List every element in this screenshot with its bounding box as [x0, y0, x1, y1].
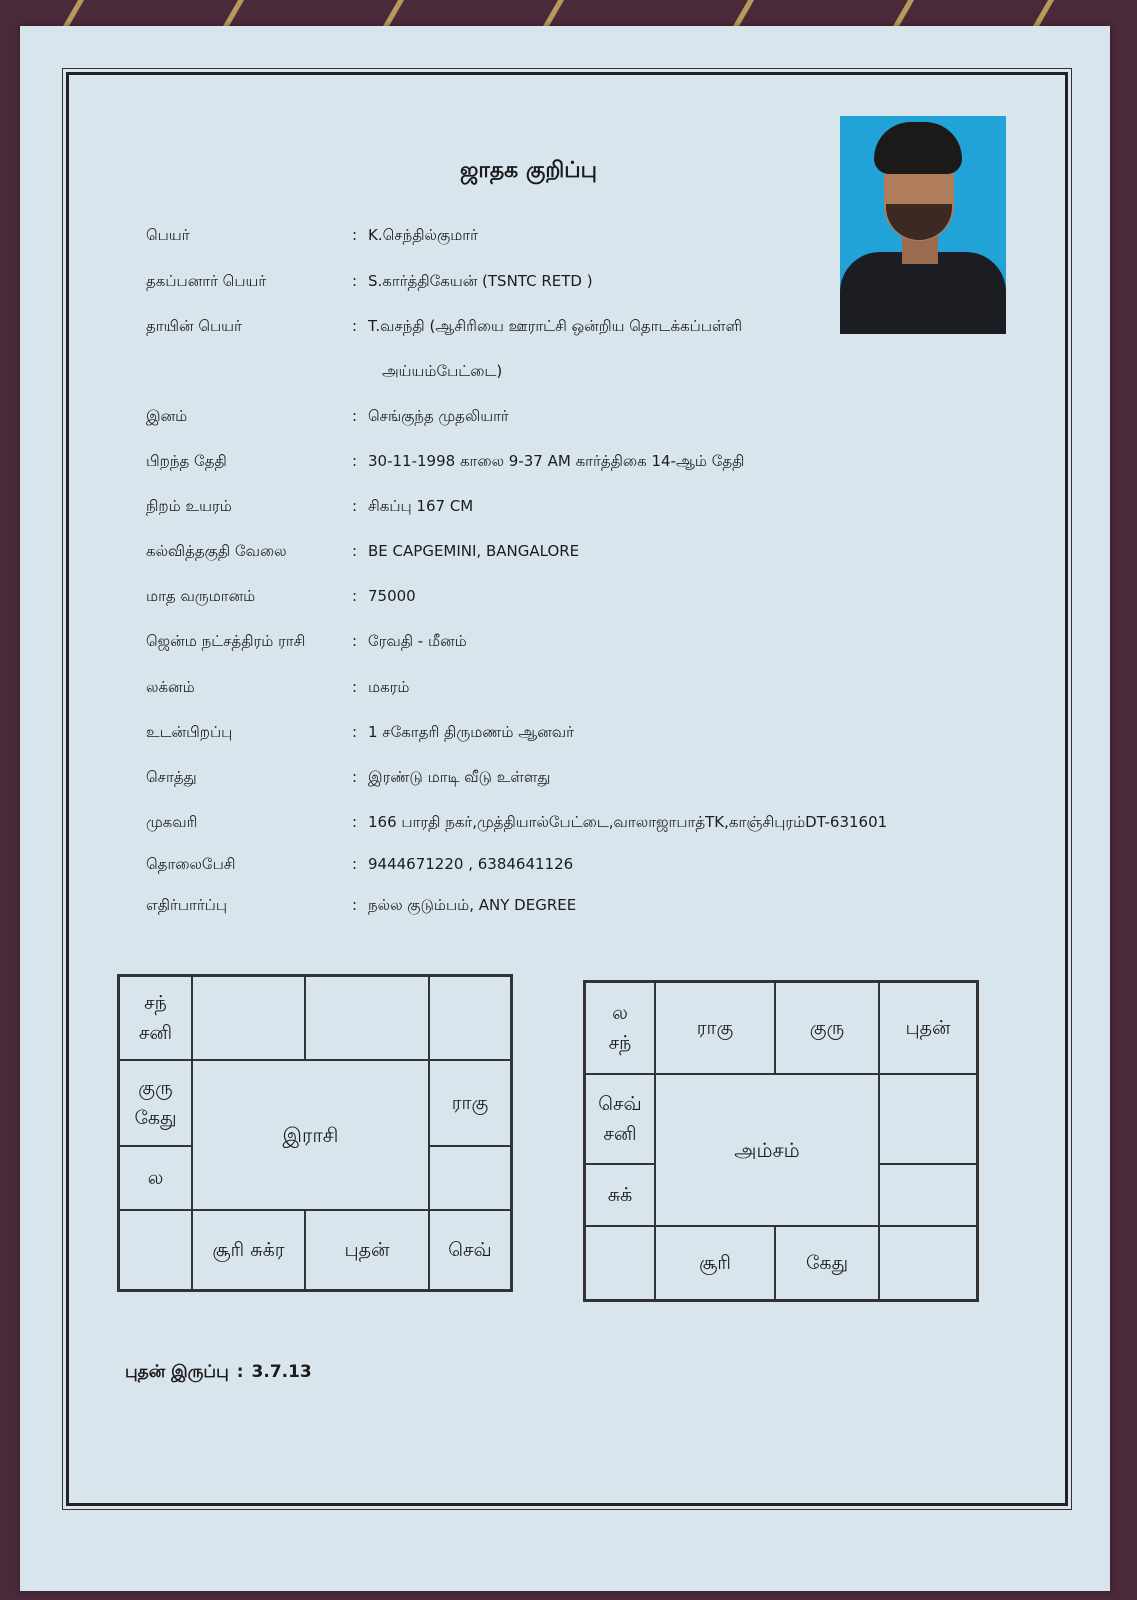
detail-value: 75000: [368, 587, 416, 605]
detail-label: ஜென்ம நட்சத்திரம் ராசி: [146, 632, 306, 650]
detail-colon: :: [352, 678, 358, 696]
background-stripe: [892, 0, 914, 28]
chart-house: ல சந்: [585, 982, 655, 1074]
detail-value: 166 பாரதி நகர்,முத்தியால்பேட்டை,வாலாஜாபாத்TK,காஞ்சிபுரம்DT-631601: [368, 813, 888, 831]
chart-house: ல: [119, 1146, 192, 1210]
chart-house: ராகு: [655, 982, 775, 1074]
background-stripe: [62, 0, 84, 28]
chart-house: புதன்: [305, 1210, 429, 1290]
footer-value: 3.7.13: [251, 1362, 312, 1382]
detail-value-continued: அய்யம்பேட்டை): [382, 362, 503, 380]
detail-value: K.செந்தில்குமார்: [368, 226, 478, 244]
chart-house: சுக்: [585, 1164, 655, 1226]
detail-colon: :: [352, 452, 358, 470]
chart-house: [119, 1210, 192, 1290]
detail-value: T.வசந்தி (ஆசிரியை ஊராட்சி ஒன்றிய தொடக்கப்பள்ளி: [368, 317, 743, 335]
chart-house: [429, 976, 511, 1060]
detail-value: 9444671220 , 6384641126: [368, 855, 574, 873]
profile-photo: [840, 116, 1006, 334]
chart-house: புதன்: [879, 982, 977, 1074]
detail-colon: :: [352, 272, 358, 290]
detail-label: தொலைபேசி: [146, 855, 236, 873]
chart-house: [879, 1226, 977, 1300]
background-stripe: [732, 0, 754, 28]
footer-colon: :: [236, 1362, 244, 1382]
background-stripe: [542, 0, 564, 28]
detail-colon: :: [352, 855, 358, 873]
detail-label: இனம்: [146, 407, 188, 425]
chart-house: செவ் சனி: [585, 1074, 655, 1164]
detail-label: சொத்து: [146, 768, 197, 786]
detail-colon: :: [352, 226, 358, 244]
detail-label: பெயர்: [146, 226, 190, 244]
detail-value: இரண்டு மாடி வீடு உள்ளது: [368, 768, 551, 786]
background-stripe: [1032, 0, 1054, 28]
detail-value: ரேவதி - மீனம்: [368, 632, 467, 650]
detail-label: கல்வித்தகுதி வேலை: [146, 542, 287, 560]
background-stripe: [222, 0, 244, 28]
chart-center-label: இராசி: [192, 1060, 429, 1210]
detail-colon: :: [352, 813, 358, 831]
detail-value: செங்குந்த முதலியார்: [368, 407, 509, 425]
detail-colon: :: [352, 497, 358, 515]
chart-house: சூரி சுக்ர: [192, 1210, 305, 1290]
detail-colon: :: [352, 896, 358, 914]
chart-house: [429, 1146, 511, 1210]
detail-label: உடன்பிறப்பு: [146, 723, 233, 741]
chart-house: சந் சனி: [119, 976, 192, 1060]
chart-house: கேது: [775, 1226, 879, 1300]
detail-label: லக்னம்: [146, 678, 195, 696]
chart-house: [879, 1164, 977, 1226]
chart-house: [879, 1074, 977, 1164]
detail-label: முகவரி: [146, 813, 198, 831]
detail-colon: :: [352, 407, 358, 425]
chart-house: [585, 1226, 655, 1300]
chart-house: [192, 976, 305, 1060]
rasi-chart: [117, 974, 513, 1292]
detail-value: 30-11-1998 காலை 9-37 AM கார்த்திகை 14-ஆம் தேதி: [368, 452, 745, 470]
detail-colon: :: [352, 632, 358, 650]
detail-label: தகப்பனார் பெயர்: [146, 272, 267, 290]
detail-value: BE CAPGEMINI, BANGALORE: [368, 542, 580, 560]
detail-colon: :: [352, 587, 358, 605]
detail-value: 1 சகோதரி திருமணம் ஆனவர்: [368, 723, 574, 741]
document-title: ஜாதக குறிப்பு: [460, 158, 597, 183]
horoscope-sheet: [20, 26, 1110, 1591]
chart-center-label: அம்சம்: [655, 1074, 879, 1226]
footer-label: புதன் இருப்பு: [125, 1362, 229, 1382]
detail-label: தாயின் பெயர்: [146, 317, 242, 335]
chart-house: [305, 976, 429, 1060]
detail-value: சிகப்பு 167 CM: [368, 497, 474, 515]
detail-value: மகரம்: [368, 678, 410, 696]
chart-house: செவ்: [429, 1210, 511, 1290]
detail-label: பிறந்த தேதி: [146, 452, 227, 470]
detail-colon: :: [352, 542, 358, 560]
amsam-chart: [583, 980, 979, 1302]
detail-colon: :: [352, 723, 358, 741]
chart-house: ராகு: [429, 1060, 511, 1146]
chart-house: குரு கேது: [119, 1060, 192, 1146]
detail-label: மாத வருமானம்: [146, 587, 256, 605]
chart-house: சூரி: [655, 1226, 775, 1300]
detail-label: எதிர்பார்ப்பு: [146, 896, 227, 914]
detail-value: நல்ல குடும்பம், ANY DEGREE: [368, 896, 577, 914]
detail-label: நிறம் உயரம்: [146, 497, 232, 515]
chart-house: குரு: [775, 982, 879, 1074]
detail-value: S.கார்த்திகேயன் (TSNTC RETD ): [368, 272, 593, 290]
detail-colon: :: [352, 317, 358, 335]
background-stripe: [382, 0, 404, 28]
detail-colon: :: [352, 768, 358, 786]
budhan-iruppu: [125, 1362, 320, 1384]
